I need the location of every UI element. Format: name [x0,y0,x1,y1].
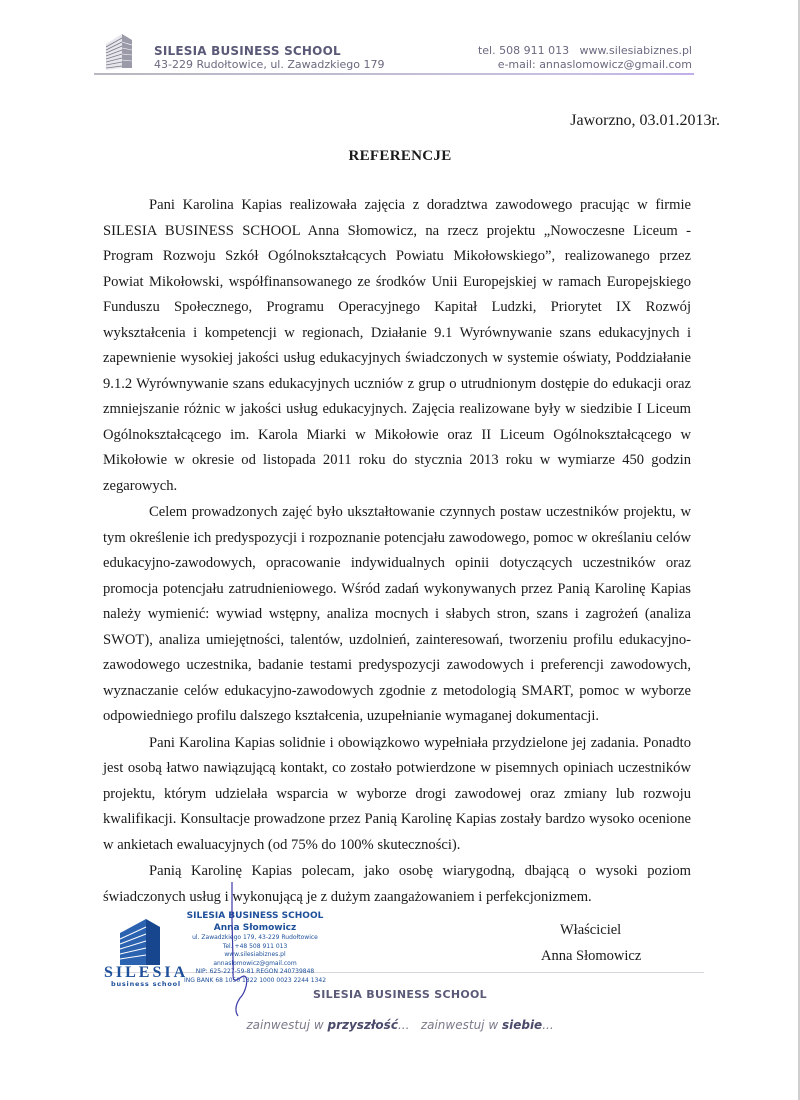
stamp-owner: Anna Słomowicz [213,923,297,933]
paragraph: Celem prowadzonych zajęć było ukształtowanie czynnych postaw uczestników projektu, w tym określenie ich predyspozycji i rozpoznanie potencjału zawodowego, pomoc w określaniu celów edukacyjno-zawodowych, opracowanie indywidualnych opinii dotyczących uczestników oraz promocja potencjału zatrudnieniowego. Wśród zadań wykonywanych przez Panią Karolinę Kapias należy wymienić: wywiad wstępny, analiza mocnych i słabych stron, szans i zagrożeń (analiza SWOT), analiza umiejętności, talentów, uzdolnień, zainteresowań, tworzeniu profilu edukacyjno-zawodowego uczestnika, badanie testami predyspozycji zawodowych i preferencji zawodowych, wyznaczanie celów edukacyjno-zawodowych zgodnie z metodologią SMART, pomoc w wyborze odpowiedniego profilu dalszego kształcenia, uzupełnianie wymaganej dokumentacji. [103,504,691,724]
stamp-brand: SILESIA [104,964,189,981]
signatory-role: Właściciel [560,922,622,938]
stamp-website: www.silesiabiznes.pl [224,951,286,958]
footer-slogan [0,1018,800,1032]
slogan-text: ... zainwestuj w [397,1018,502,1032]
slogan-emphasis: przyszłość [327,1018,398,1032]
paragraph: Panią Karolinę Kapias polecam, jako osobę wiarygodną, dbającą o wysoki poziom świadczonych usług i wykonującą je z dużym zaangażowaniem i perfekcjonizmem. [103,863,691,905]
stamp-email: annaslomowicz@gmail.com [213,959,297,967]
stamp-nip-regon: NIP: 625-227-59-81 REGON 240739848 [195,968,315,975]
paragraph: Pani Karolina Kapias realizowała zajęcia z doradztwa zawodowego pracując w firmie SILESIA BUSINESS SCHOOL Anna Słomowicz, na rzecz projektu „Nowoczesne Liceum - Program Rozwoju Szkół Ogólnokształcących Powiatu Mikołowskiego”, realizowanego przez Powiat Mikołowski, współfinansowanego ze środków Unii Europejskiej w ramach Europejskiego Funduszu Społecznego, Programu Operacyjnego Kapitał Ludzki, Priorytet IX Rozwój wykształcenia i kompetencji w regionach, Działanie 9.1 Wyrównywanie szans edukacyjnych i zapewnienie wysokiej jakości usług edukacyjnych świadczonych w systemie oświaty, Poddziałanie 9.1.2 Wyrównywanie szans edukacyjnych uczniów z grup o utrudnionym dostępie do edukacji oraz zmniejszanie różnic w jakości usług edukacyjnych. Zajęcia realizowane były w siedzibie I Liceum Ogólnokształcącego im. Karola Miarki w Mikołowie oraz II Liceum Ogólnokształcącego w Mikołowie w okresie od listopada 2011 roku do stycznia 2013 roku w wymiarze 450 godzin zegarowych. [103,197,691,494]
letterhead-contact [478,44,692,72]
stamp-building-icon [112,915,168,967]
document-date: Jaworzno, 03.01.2013r. [570,112,720,129]
stamp-phone: Tel. +48 508 911 013 [222,942,288,950]
stamp-bank: ING BANK 68 1050 1322 1000 0023 2244 1342 [183,976,327,984]
letterhead-divider [94,73,694,75]
letterhead-phone-web: tel. 508 911 013 www.silesiabiznes.pl [477,44,692,57]
signatory-name: Anna Słomowicz [541,948,642,964]
paragraph: Pani Karolina Kapias solidnie i obowiązkowo wypełniała przydzielone jej zadania. Ponadto jest osobą łatwo nawiązującą kontakt, co zostało potwierdzone w pisemnych opiniach uczestników projektu, którym udzielała wsparcia w wyborze drogi zawodowej oraz zmiany lub rozwoju kwalifikacji. Konsultacje prowadzone przez Panią Karolinę Kapias zostały bardzo wysoko ocenione w ankietach ewaluacyjnych (od 75% do 100% skuteczności). [103,734,691,853]
slogan-text: ... [542,1018,554,1032]
letterhead-email: e-mail: annaslomowicz@gmail.com [497,58,692,71]
document-title: REFERENCJE [348,148,452,164]
footer-company: SILESIA BUSINESS SCHOOL [313,988,487,1001]
slogan-emphasis: siebie [501,1018,543,1032]
slogan-text: zainwestuj w [246,1018,328,1032]
building-logo-icon [100,32,134,72]
stamp-company: SILESIA BUSINESS SCHOOL [186,911,324,921]
stamp-address: ul. Zawadzkiego 179, 43-229 Rudołtowice [192,934,318,941]
stamp-brand-sub: business school [111,980,181,988]
letterhead-company: SILESIA BUSINESS SCHOOL [154,44,341,58]
letterhead-address: 43-229 Rudołtowice, ul. Zawadzkiego 179 [154,58,385,71]
document-body [103,193,691,911]
